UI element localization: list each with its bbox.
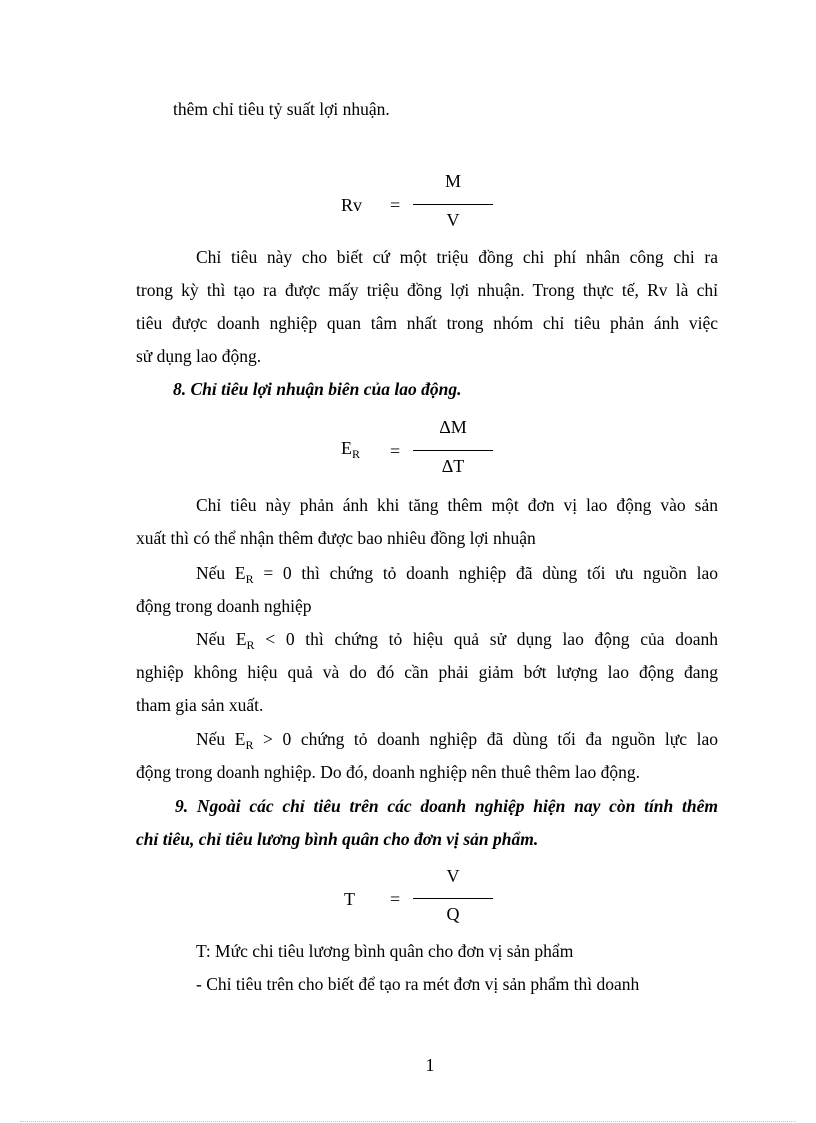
condition-greater-zero-line: động trong doanh nghiệp. Do đó, doanh nghiệp nên thuê thêm lao động. <box>136 762 641 782</box>
formula-t-denominator: Q <box>446 904 460 924</box>
formula-rv-numerator: M <box>444 171 461 191</box>
rv-explanation-line: Chỉ tiêu này cho biết cứ một triệu đồng chi phí nhân công chi ra <box>196 247 718 267</box>
definition-line: T: Mức chi tiêu lương bình quân cho đơn vị sản phẩm <box>196 941 574 961</box>
er-explanation-line: Chỉ tiêu này phản ánh khi tăng thêm một đơn vị lao động vào sản <box>196 495 718 515</box>
formula-t-lhs: T <box>344 889 355 909</box>
formula-t-fraction-bar <box>413 898 493 899</box>
section-9-heading-line: chỉ tiêu, chỉ tiêu lương bình quân cho đơn vị sản phẩm. <box>136 829 539 849</box>
formula-er-lhs: $E_R$ <box>341 438 361 461</box>
condition-equal-zero: Nếu $E_R = 0$ thì chứng tỏ doanh nghiệp đã dùng tối ưu nguồn lao <box>196 563 718 586</box>
formula-t-equals: = <box>390 889 401 909</box>
rv-explanation-line: trong kỳ thì tạo ra được mấy triệu đồng lợi nhuận. Trong thực tế, Rv là chỉ <box>136 280 718 300</box>
formula-rv-lhs: Rv <box>341 195 363 215</box>
formula-er-fraction-bar <box>413 450 493 451</box>
intro-text: thêm chỉ tiêu tỷ suất lợi nhuận. <box>173 99 390 119</box>
section-8-heading: 8. Chỉ tiêu lợi nhuận biên của lao động. <box>173 379 462 399</box>
page-number: 1 <box>425 1055 435 1075</box>
formula-rv-fraction-bar <box>413 204 493 205</box>
formula-rv-denominator: V <box>446 210 460 230</box>
formula-er-numerator: ΔM <box>439 417 467 437</box>
formula-rv-equals: = <box>390 195 401 215</box>
section-9-heading: 9. Ngoài các chỉ tiêu trên các doanh nghiệp hiện nay còn tính thêm <box>175 796 718 816</box>
condition-less-zero-line: nghiệp không hiệu quả và do đó cần phải giảm bớt lượng lao động đang <box>136 662 718 682</box>
definition-line: - Chỉ tiêu trên cho biết để tạo ra mét đơn vị sản phẩm thì doanh <box>196 974 640 994</box>
page-bottom-rule <box>20 1121 796 1122</box>
formula-er-denominator: ΔT <box>441 456 465 476</box>
formula-er-equals: = <box>390 441 401 461</box>
rv-explanation-line: tiêu được doanh nghiệp quan tâm nhất trong nhóm chỉ tiêu phản ánh việc <box>136 313 718 333</box>
rv-explanation-line: sử dụng lao động. <box>136 346 262 366</box>
condition-equal-zero-line: động trong doanh nghiệp <box>136 596 312 616</box>
condition-greater-zero: Nếu $E_R > 0$ chứng tỏ doanh nghiệp đã dùng tối đa nguồn lực lao <box>196 729 718 752</box>
er-explanation-line: xuất thì có thể nhận thêm được bao nhiêu đồng lợi nhuận <box>136 528 536 548</box>
condition-less-zero-line: tham gia sản xuất. <box>136 695 264 715</box>
condition-less-zero: Nếu $E_R < 0$ thì chứng tỏ hiệu quả sử dụng lao động của doanh <box>196 629 718 652</box>
formula-t-numerator: V <box>446 866 460 886</box>
